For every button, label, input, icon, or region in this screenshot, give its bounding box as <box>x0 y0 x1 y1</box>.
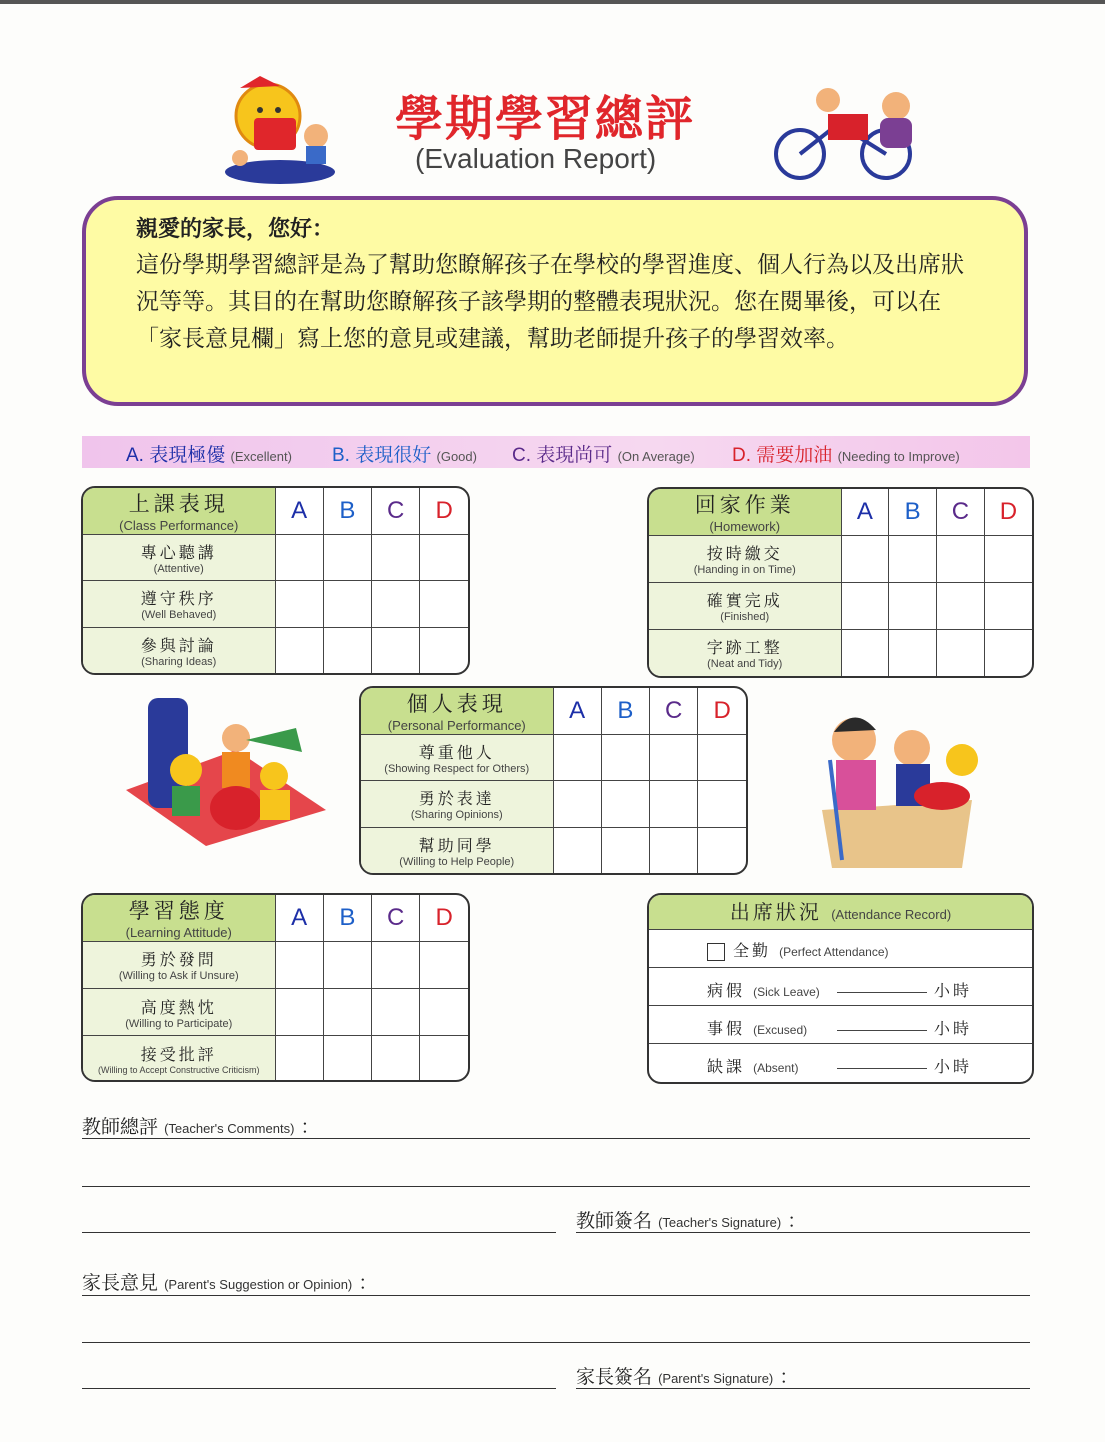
grade-cell[interactable] <box>553 781 601 828</box>
parent-signature-en: (Parent's Signature) <box>658 1371 774 1386</box>
legend-b <box>332 440 477 467</box>
grade-cell[interactable] <box>372 581 420 628</box>
parent-opinion-line[interactable] <box>82 1295 1030 1296</box>
grade-legend <box>82 436 1030 468</box>
grade-cell[interactable] <box>372 941 420 988</box>
row-label-en: (Showing Respect for Others) <box>384 762 530 775</box>
grade-cell[interactable] <box>420 1036 468 1080</box>
colon: ： <box>787 1210 807 1232</box>
grade-cell[interactable] <box>650 827 698 873</box>
grade-cell[interactable] <box>841 629 889 676</box>
homework-header <box>649 489 841 535</box>
class-performance-title: 上課表現 <box>128 492 229 517</box>
grade-cell[interactable] <box>553 827 601 873</box>
grade-cell[interactable] <box>323 1036 371 1080</box>
grade-cell[interactable] <box>841 582 889 629</box>
legend-d-label: D. 需要加油 <box>732 445 833 466</box>
hours-unit: 小時 <box>934 1057 973 1076</box>
parent-signature-line[interactable] <box>576 1388 1030 1389</box>
grade-cell[interactable] <box>275 988 323 1035</box>
grade-cell[interactable] <box>937 629 985 676</box>
top-border <box>0 0 1105 4</box>
grade-cell[interactable] <box>420 627 468 673</box>
grade-cell[interactable] <box>372 988 420 1035</box>
row-label <box>649 629 841 676</box>
row-label-zh: 勇於發問 <box>140 950 217 970</box>
parent-signature-label <box>576 1362 798 1389</box>
grade-cell[interactable] <box>984 629 1032 676</box>
teacher-signature-en: (Teacher's Signature) <box>658 1215 782 1230</box>
kids-boat-illustration <box>812 700 1000 868</box>
row-label <box>83 534 275 581</box>
grade-b-header: B <box>889 489 937 535</box>
grade-c-header: C <box>650 688 698 734</box>
teacher-comment-line[interactable] <box>82 1138 1030 1139</box>
notice-greeting: 親愛的家長，您好： <box>136 217 335 242</box>
absent-row <box>649 1044 1032 1081</box>
row-label-en: (Sharing Opinions) <box>410 809 503 822</box>
legend-c <box>512 440 695 467</box>
grade-c-header: C <box>937 489 985 535</box>
grade-cell[interactable] <box>372 534 420 581</box>
sun-reading-illustration <box>220 74 350 186</box>
homework-title: 回家作業 <box>694 493 795 518</box>
row-label <box>361 827 553 873</box>
personal-title-en: (Personal Performance) <box>387 718 526 734</box>
row-label <box>649 582 841 629</box>
colon: ： <box>300 1116 320 1138</box>
attitude-title: 學習態度 <box>128 899 229 924</box>
grade-cell[interactable] <box>841 535 889 582</box>
grade-cell[interactable] <box>601 734 649 781</box>
homework-title-en: (Homework) <box>709 519 781 535</box>
grade-cell[interactable] <box>889 582 937 629</box>
grade-a-header: A <box>841 489 889 535</box>
grade-b-header: B <box>323 488 371 534</box>
grade-cell[interactable] <box>372 1036 420 1080</box>
legend-c-en: (On Average) <box>617 449 695 464</box>
class-performance-table <box>81 486 470 675</box>
grade-cell[interactable] <box>889 535 937 582</box>
parent-notice-box <box>82 196 1028 406</box>
parent-signature-zh: 家長簽名 <box>576 1366 653 1388</box>
row-label <box>83 1036 275 1080</box>
legend-a <box>126 440 292 467</box>
legend-d-en: (Needing to Improve) <box>837 449 960 464</box>
hours-unit: 小時 <box>934 981 973 1000</box>
parent-opinion-label <box>82 1268 377 1295</box>
parent-opinion-line[interactable] <box>82 1388 556 1389</box>
teacher-comment-line[interactable] <box>82 1232 556 1233</box>
row-label <box>83 581 275 628</box>
sick-hours-field[interactable] <box>837 992 927 993</box>
grade-cell[interactable] <box>275 1036 323 1080</box>
row-label <box>83 627 275 673</box>
grade-cell[interactable] <box>275 941 323 988</box>
grade-cell[interactable] <box>275 627 323 673</box>
row-label-zh: 字跡工整 <box>706 638 783 658</box>
teacher-comments-en: (Teacher's Comments) <box>164 1121 295 1136</box>
grade-cell[interactable] <box>937 582 985 629</box>
row-label-en: (Willing to Accept Constructive Criticism) <box>97 1064 260 1075</box>
grade-cell[interactable] <box>420 581 468 628</box>
absent-hours-field[interactable] <box>837 1068 927 1069</box>
row-label-en: (Willing to Ask if Unsure) <box>118 970 239 983</box>
notice-body: 這份學期學習總評是為了幫助您瞭解孩子在學校的學習進度、個人行為以及出席狀況等等。其目的在幫助您瞭解孩子該學期的整體表現狀況。您在閱畢後，可以在「家長意見欄」寫上您的意見或建議，幫助老師提升孩子的學習效率。 <box>136 252 964 352</box>
row-label-zh: 高度熱忱 <box>140 997 217 1017</box>
grade-cell[interactable] <box>420 941 468 988</box>
attitude-header <box>83 895 275 941</box>
grade-cell[interactable] <box>420 988 468 1035</box>
colon: ： <box>358 1272 378 1294</box>
class-performance-header <box>83 488 275 534</box>
teacher-comments-label <box>82 1112 319 1139</box>
grade-cell[interactable] <box>650 734 698 781</box>
grade-a-header: A <box>553 688 601 734</box>
row-label-zh: 確實完成 <box>706 591 783 611</box>
grade-cell[interactable] <box>937 535 985 582</box>
grade-cell[interactable] <box>553 734 601 781</box>
row-label-en: (Neat and Tidy) <box>707 658 783 671</box>
grade-d-header: D <box>420 488 468 534</box>
grade-cell[interactable] <box>984 535 1032 582</box>
excused-row <box>649 1006 1032 1044</box>
excused-zh: 事假 <box>707 1019 746 1038</box>
kids-playing-illustration <box>126 690 326 846</box>
grade-cell[interactable] <box>323 941 371 988</box>
excused-hours-field[interactable] <box>837 1030 927 1031</box>
grade-b-header: B <box>323 895 371 941</box>
row-label-zh: 尊重他人 <box>418 742 495 762</box>
absent-zh: 缺課 <box>707 1057 746 1076</box>
bicycle-illustration <box>768 84 918 184</box>
legend-b-label: B. 表現很好 <box>332 445 432 466</box>
grade-cell[interactable] <box>698 827 746 873</box>
homework-table <box>647 487 1034 678</box>
row-label <box>361 734 553 781</box>
teacher-signature-zh: 教師簽名 <box>576 1210 653 1232</box>
row-label-en: (Attentive) <box>153 562 204 575</box>
grade-cell[interactable] <box>601 827 649 873</box>
grade-cell[interactable] <box>984 582 1032 629</box>
legend-a-en: (Excellent) <box>230 449 292 464</box>
row-label-zh: 接受批評 <box>140 1044 217 1064</box>
grade-cell[interactable] <box>275 534 323 581</box>
attendance-header <box>649 895 1032 930</box>
excused-en: (Excused) <box>753 1023 808 1037</box>
grade-d-header: D <box>698 688 746 734</box>
row-label-en: (Finished) <box>720 611 770 624</box>
legend-d <box>732 440 960 467</box>
sick-en: (Sick Leave) <box>753 985 820 999</box>
sick-zh: 病假 <box>707 981 746 1000</box>
row-label-en: (Sharing Ideas) <box>141 655 217 668</box>
row-label-zh: 幫助同學 <box>418 835 495 855</box>
learning-attitude-table <box>81 893 470 1082</box>
grade-a-header: A <box>275 895 323 941</box>
grade-d-header: D <box>420 895 468 941</box>
teacher-comments-zh: 教師總評 <box>82 1116 159 1138</box>
row-label-en: (Handing in on Time) <box>693 564 796 577</box>
grade-cell[interactable] <box>323 988 371 1035</box>
grade-cell[interactable] <box>275 581 323 628</box>
perfect-zh: 全勤 <box>733 941 772 960</box>
perfect-attendance-label <box>707 938 889 961</box>
row-label-en: (Willing to Help People) <box>399 855 515 868</box>
absent-label <box>707 1054 798 1077</box>
parent-opinion-zh: 家長意見 <box>82 1272 159 1294</box>
parent-opinion-en: (Parent's Suggestion or Opinion) <box>164 1277 353 1292</box>
personal-title: 個人表現 <box>406 692 507 717</box>
grade-cell[interactable] <box>420 534 468 581</box>
grade-d-header: D <box>984 489 1032 535</box>
page-title: 學期學習總評 <box>395 91 696 147</box>
legend-c-label: C. 表現尚可 <box>512 445 613 466</box>
attitude-title-en: (Learning Attitude) <box>125 925 232 941</box>
attendance-title-en: (Attendance Record) <box>831 907 952 922</box>
row-label-zh: 參與討論 <box>140 635 217 655</box>
attendance-record <box>647 893 1034 1084</box>
grade-cell[interactable] <box>698 734 746 781</box>
row-label-en: (Well Behaved) <box>141 609 217 622</box>
teacher-signature-line[interactable] <box>576 1232 1030 1233</box>
grade-c-header: C <box>372 895 420 941</box>
perfect-attendance-checkbox[interactable] <box>707 943 725 961</box>
row-label-en: (Willing to Participate) <box>125 1017 233 1030</box>
row-label-zh: 按時繳交 <box>706 544 783 564</box>
attendance-title: 出席狀況 <box>729 900 822 924</box>
grade-a-header: A <box>275 488 323 534</box>
perfect-attendance-row <box>649 930 1032 968</box>
hours-unit: 小時 <box>934 1019 973 1038</box>
sick-leave-label <box>707 978 820 1001</box>
class-performance-title-en: (Class Performance) <box>119 518 239 534</box>
teacher-comment-line[interactable] <box>82 1186 1030 1187</box>
row-label <box>361 781 553 828</box>
grade-b-header: B <box>601 688 649 734</box>
grade-cell[interactable] <box>323 581 371 628</box>
perfect-en: (Perfect Attendance) <box>779 945 889 959</box>
page-subtitle: (Evaluation Report) <box>415 143 657 174</box>
absent-en: (Absent) <box>753 1061 799 1075</box>
colon: ： <box>779 1366 799 1388</box>
grade-cell[interactable] <box>323 627 371 673</box>
grade-cell[interactable] <box>889 629 937 676</box>
personal-performance-table <box>359 686 748 875</box>
row-label-zh: 勇於表達 <box>418 789 495 809</box>
grade-cell[interactable] <box>698 781 746 828</box>
parent-opinion-line[interactable] <box>82 1342 1030 1343</box>
sick-leave-row <box>649 968 1032 1006</box>
teacher-signature-label <box>576 1206 806 1233</box>
row-label <box>83 941 275 988</box>
grade-cell[interactable] <box>372 627 420 673</box>
grade-c-header: C <box>372 488 420 534</box>
row-label <box>83 988 275 1035</box>
legend-a-label: A. 表現極優 <box>126 445 226 466</box>
grade-cell[interactable] <box>323 534 371 581</box>
personal-header <box>361 688 553 734</box>
row-label-zh: 專心聽講 <box>140 542 217 562</box>
row-label <box>649 535 841 582</box>
grade-cell[interactable] <box>601 781 649 828</box>
excused-label <box>707 1016 807 1039</box>
grade-cell[interactable] <box>650 781 698 828</box>
row-label-zh: 遵守秩序 <box>140 589 217 609</box>
legend-b-en: (Good) <box>436 449 477 464</box>
